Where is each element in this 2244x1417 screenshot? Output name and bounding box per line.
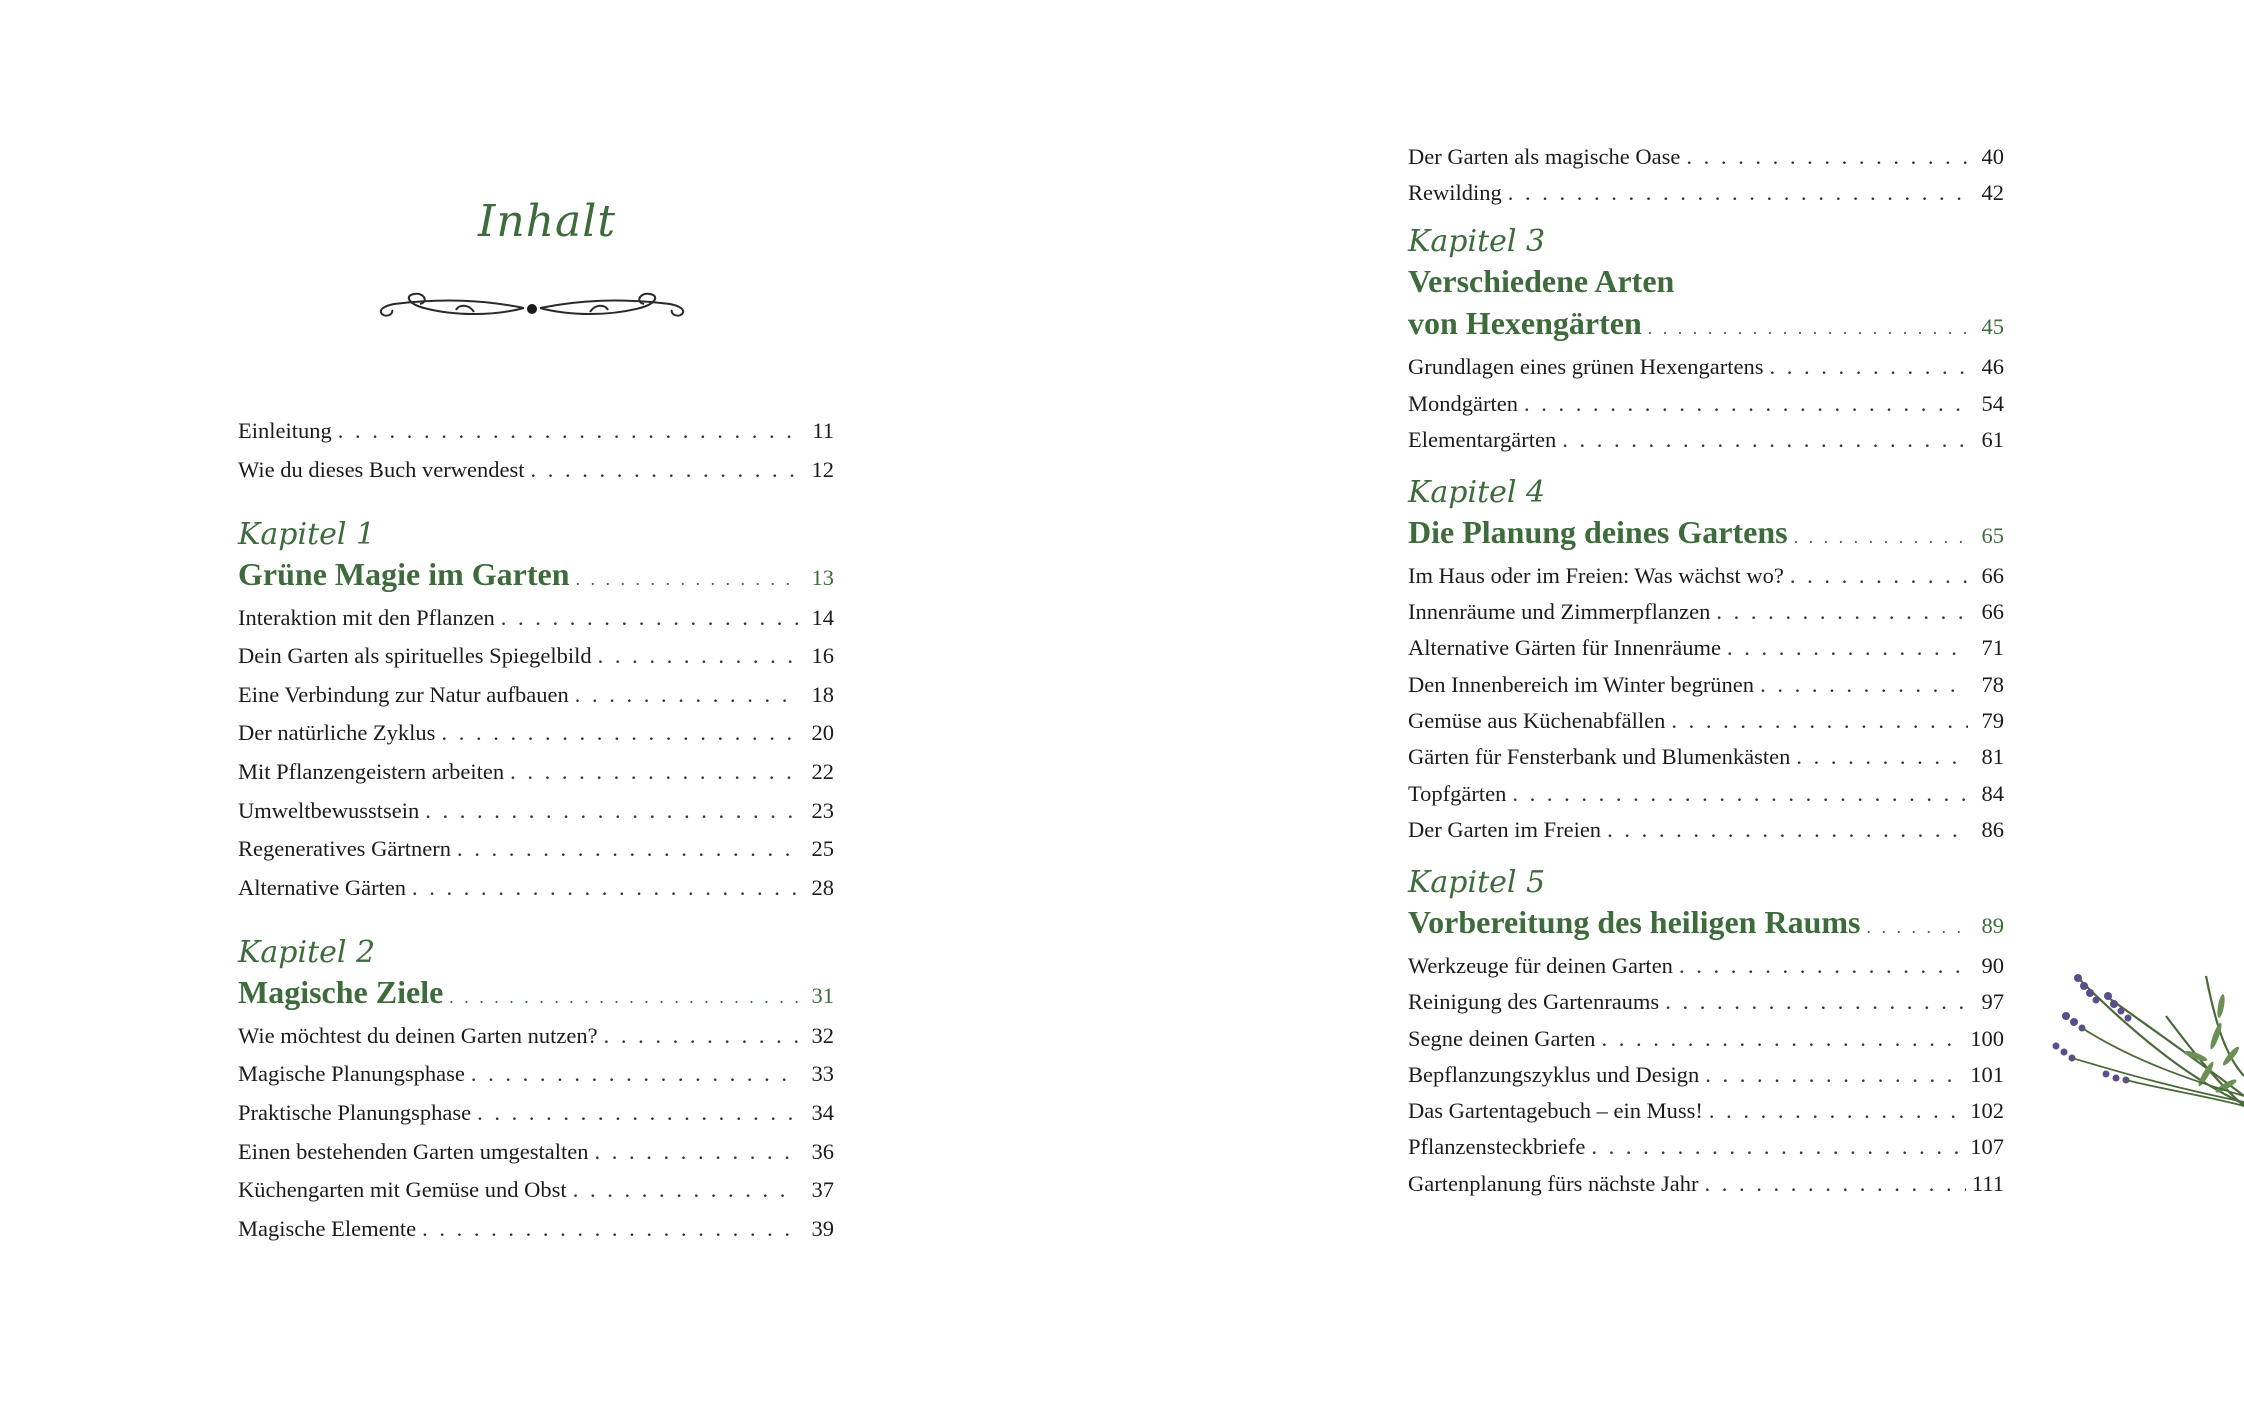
toc-entry[interactable]: Gartenplanung fürs nächste Jahr . . . 111: [1408, 1171, 2004, 1197]
toc-entry[interactable]: Bepflanzungszyklus und Design . . . 101: [1408, 1062, 2004, 1088]
right-page: [1122, 0, 2244, 1417]
chapter-4: [1408, 475, 2004, 843]
toc-entry[interactable]: Rewilding . . . 42: [1408, 180, 2004, 206]
chapter-heading[interactable]: Die Planung deines Gartens . . . 65: [1408, 511, 2004, 553]
toc-entry[interactable]: Segne deinen Garten . . . 100: [1408, 1026, 2004, 1052]
toc-entry[interactable]: Alternative Gärten für Innenräume . . . 71: [1408, 635, 2004, 661]
toc-entry[interactable]: Mondgärten . . . 54: [1408, 391, 2004, 417]
chapter-heading-line-1[interactable]: Verschiedene Arten: [1408, 263, 1675, 300]
flourish-ornament: [374, 286, 690, 330]
toc-entry[interactable]: Der Garten als magische Oase . . . 40: [1408, 144, 2004, 170]
toc-entry[interactable]: Praktische Planungsphase . . . 34: [238, 1100, 834, 1126]
chapter-heading[interactable]: Grüne Magie im Garten . . . 13: [238, 553, 834, 595]
toc-entry[interactable]: Das Gartentagebuch – ein Muss! . . . 102: [1408, 1098, 2004, 1124]
toc-entry[interactable]: Eine Verbindung zur Natur aufbauen . . . 18: [238, 682, 834, 708]
toc-entry[interactable]: Werkzeuge für deinen Garten . . . 90: [1408, 953, 2004, 979]
toc-entry[interactable]: Pflanzensteckbriefe . . . 107: [1408, 1134, 2004, 1160]
toc-entry[interactable]: Interaktion mit den Pflanzen . . . 14: [238, 605, 834, 631]
toc-entry[interactable]: Umweltbewusstsein . . . 23: [238, 798, 834, 824]
toc-entry[interactable]: Der Garten im Freien . . . 86: [1408, 817, 2004, 843]
chapter-label: Kapitel 1: [238, 516, 376, 552]
lavender-illustration: [2046, 956, 2244, 1108]
toc-right-column: [1408, 144, 2004, 1207]
chapter-heading[interactable]: von Hexengärten . . . 45: [1408, 302, 2004, 344]
toc-title: Inhalt: [478, 196, 617, 247]
toc-entry[interactable]: Grundlagen eines grünen Hexengartens . . . 46: [1408, 354, 2004, 380]
chapter-heading[interactable]: Magische Ziele . . . 31: [238, 971, 834, 1013]
toc-entry[interactable]: Reinigung des Gartenraums . . . 97: [1408, 989, 2004, 1015]
chapter-label: Kapitel 3: [1408, 224, 1546, 260]
toc-entry[interactable]: Den Innenbereich im Winter begrünen . . . 78: [1408, 672, 2004, 698]
chapter-label: Kapitel 2: [238, 934, 376, 970]
toc-entry[interactable]: Magische Elemente . . . 39: [238, 1216, 834, 1242]
toc-left-column: [238, 418, 834, 1254]
toc-entry[interactable]: Dein Garten als spirituelles Spiegelbild . . . 16: [238, 643, 834, 669]
toc-entry[interactable]: Alternative Gärten . . . 28: [238, 875, 834, 901]
toc-entry[interactable]: Einleitung . . . 11: [238, 418, 834, 444]
toc-entry[interactable]: Mit Pflanzengeistern arbeiten . . . 22: [238, 759, 834, 785]
toc-entry[interactable]: Innenräume und Zimmerpflanzen . . . 66: [1408, 599, 2004, 625]
toc-entry[interactable]: Wie möchtest du deinen Garten nutzen? . . . 32: [238, 1023, 834, 1049]
toc-entry[interactable]: Elementargärten . . . 61: [1408, 427, 2004, 453]
toc-entry[interactable]: Einen bestehenden Garten umgestalten . . . 36: [238, 1139, 834, 1165]
chapter-heading[interactable]: Vorbereitung des heiligen Raums . . . 89: [1408, 901, 2004, 943]
toc-entry[interactable]: Gärten für Fensterbank und Blumenkästen . . . 81: [1408, 744, 2004, 770]
toc-entry[interactable]: Der natürliche Zyklus . . . 20: [238, 720, 834, 746]
toc-entry[interactable]: Wie du dieses Buch verwendest . . . 12: [238, 457, 834, 483]
toc-entry[interactable]: Im Haus oder im Freien: Was wächst wo? . . . 66: [1408, 563, 2004, 589]
chapter-label: Kapitel 4: [1408, 474, 1546, 510]
toc-entry[interactable]: Küchengarten mit Gemüse und Obst . . . 37: [238, 1177, 834, 1203]
chapter-3: [1408, 224, 2004, 453]
toc-entry[interactable]: Topfgärten . . . 84: [1408, 781, 2004, 807]
chapter-2: [238, 935, 834, 1242]
chapter-label: Kapitel 5: [1408, 864, 1546, 900]
chapter-1: [238, 517, 834, 901]
chapter-5: [1408, 865, 2004, 1197]
toc-entry[interactable]: Gemüse aus Küchenabfällen . . . 79: [1408, 708, 2004, 734]
toc-entry[interactable]: Regeneratives Gärtnern . . . 25: [238, 836, 834, 862]
toc-entry[interactable]: Magische Planungsphase . . . 33: [238, 1061, 834, 1087]
